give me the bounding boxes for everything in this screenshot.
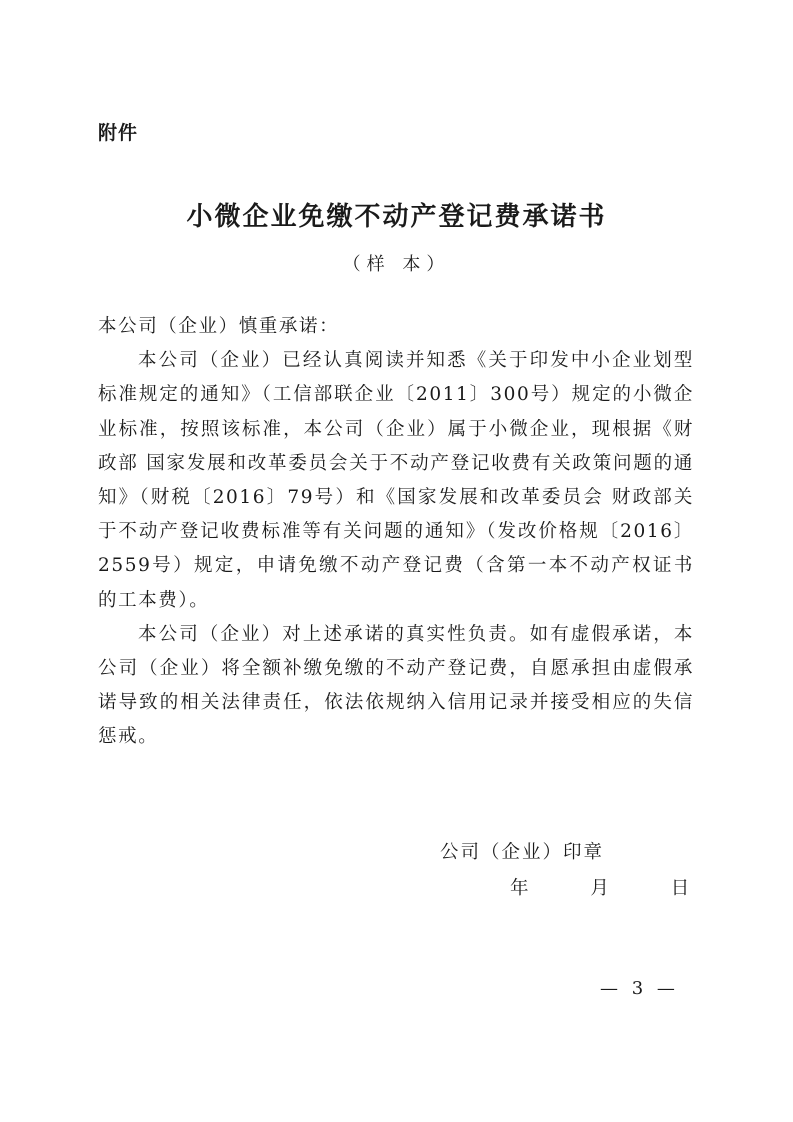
page-number: — 3 —: [600, 978, 679, 999]
opening-statement: 本公司（企业）慎重承诺：: [98, 316, 340, 337]
document-body: [98, 310, 694, 755]
commitment-paragraph-2: 本公司（企业）对上述承诺的真实性负责。如有虚假承诺，本公司（企业）将全额补缴免缴的不动产登记费，自愿承担由虚假承诺导致的相关法律责任，依法依规纳入信用记录并接受相应的失信惩戒。: [98, 623, 694, 748]
company-seal-line: 公司（企业）印章: [440, 842, 605, 863]
date-line: 年 月 日: [510, 878, 708, 899]
document-subtitle: （样 本）: [342, 254, 451, 275]
document-title: 小微企业免缴不动产登记费承诺书: [186, 202, 607, 232]
commitment-paragraph-1: 本公司（企业）已经认真阅读并知悉《关于印发中小企业划型标准规定的通知》（工信部联企业〔2011〕300号）规定的小微企业标准，按照该标准，本公司（企业）属于小微企业，现根据《财政部 国家发展和改革委员会关于不动产登记收费有关政策问题的通知》（财税〔2016〕79号）和《国家发展和改革委员会 财政部关于不动产登记收费标准等有关问题的通知》（发改价格规〔2016〕2559号）规定，申请免缴不动产登记费（含第一本不动产权证书的工本费）。: [98, 350, 694, 611]
attachment-label: 附件: [98, 122, 139, 144]
